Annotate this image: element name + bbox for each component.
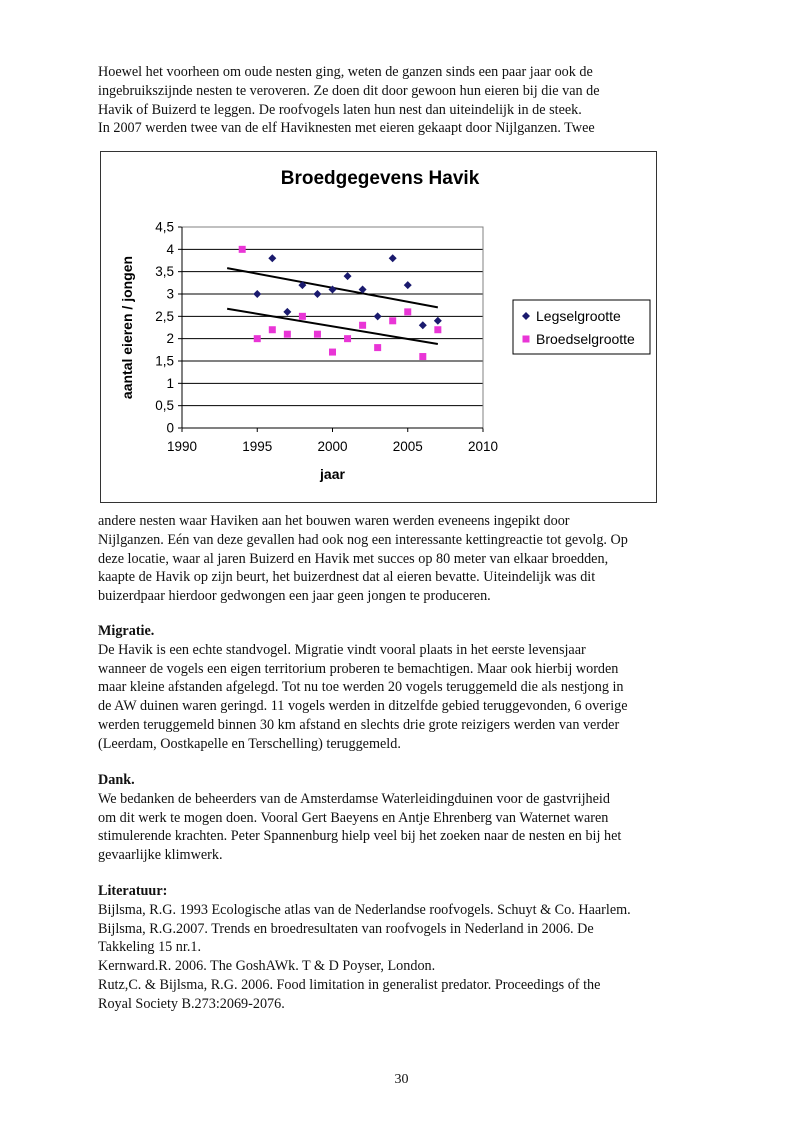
text-line: stimulerende krachten. Peter Spannenburg hielp veel bij het zoeken naar de nesten en bij het [98,828,622,845]
text-line: In 2007 werden twee van de elf Haviknesten met eieren gekaapt door Nijlganzen. Twee [98,120,595,137]
data-point-broedselgrootte [299,313,306,320]
chart-title: Broedgegevens Havik [280,168,480,189]
dank-section [98,771,718,865]
text-line: Nijlganzen. Eén van deze gevallen had ook nog een interessante kettingreactie tot gevolg. Op [98,531,628,548]
data-point-broedselgrootte [404,308,411,315]
data-point-broedselgrootte [239,246,246,253]
y-tick-label: 2,5 [155,308,174,324]
data-point-broedselgrootte [314,331,321,338]
scatter-chart [101,152,658,504]
data-point-broedselgrootte [374,344,381,351]
y-tick-label: 3 [166,286,174,302]
text-line: werden teruggemeld binnen 30 km afstand en slechts drie grote reizigers werden van verder [98,716,620,733]
after-chart-paragraph [98,512,718,606]
data-point-broedselgrootte [329,349,336,356]
text-line: deze locatie, waar al jaren Buizerd en Havik met succes op 80 meter van elkaar broedden, [98,550,609,567]
data-point-broedselgrootte [269,326,276,333]
page-number: 30 [394,1072,409,1087]
text-line: maar kleine afstanden afgelegd. Tot nu toe werden 20 vogels teruggemeld die als nestjong in [98,679,624,696]
data-point-broedselgrootte [284,331,291,338]
text-line: ingebruikszijnde nesten te veroveren. Ze doen dit door gewoon hun eieren bij die van de [98,82,600,99]
text-line: wanneer de vogels een eigen territorium proberen te bemachtigen. Maar ook hierbij worden [98,660,619,677]
literatuur-section [98,882,718,1014]
y-axis-label: aantal eieren / jongen [119,255,135,400]
text-line: We bedanken de beheerders van de Amsterdamse Waterleidingduinen voor de gastvrijheid [98,790,610,807]
text-line: Havik of Buizerd te leggen. De roofvogels laten hun nest dan uiteindelijk in de steek. [98,101,582,118]
x-tick-label: 1990 [166,439,198,454]
data-point-broedselgrootte [254,335,261,342]
x-axis-label: jaar [320,466,345,482]
reference-line: Bijlsma, R.G. 1993 Ecologische atlas van de Nederlandse roofvogels. Schuyt & Co. Haarlem. [98,901,631,918]
reference-line: Royal Society B.273:2069-2076. [98,995,285,1012]
y-tick-label: 2 [166,331,174,347]
legend-label: Legselgrootte [536,308,621,324]
text-line: Hoewel het voorheen om oude nesten ging, weten de ganzen sinds een paar jaar ook de [98,64,593,80]
x-tick-label: 2005 [392,439,423,454]
text-line: om dit werk te mogen doen. Vooral Gert Baeyens en Antje Ehrenberg van Waternet waren [98,809,609,826]
data-point-broedselgrootte [344,335,351,342]
reference-line: Rutz,C. & Bijlsma, R.G. 2006. Food limitation in generalist predator. Proceedings of the [98,976,601,993]
x-tick-label: 1995 [242,439,273,454]
x-tick-label: 2000 [317,439,348,454]
reference-line: Kernward.R. 2006. The GoshAWk. T & D Poyser, London. [98,958,436,975]
text-line: (Leerdam, Oostkapelle en Terschelling) teruggemeld. [98,735,401,752]
reference-line: Takkeling 15 nr.1. [98,939,202,956]
y-tick-label: 1 [166,375,174,391]
text-line: buizerdpaar hierdoor gedwongen een jaar geen jongen te produceren. [98,588,491,605]
chart-frame [100,151,657,503]
y-tick-label: 1,5 [155,353,174,369]
text-line: de AW duinen waren geringd. 11 vogels werden in ditzelfde gebied teruggevonden, 6 overige [98,698,628,715]
y-tick-label: 0,5 [155,398,174,414]
migratie-text [98,641,718,754]
legend-label: Broedselgrootte [536,331,635,347]
text-line: De Havik is een echte standvogel. Migratie vindt vooral plaats in het eerste levensjaar [98,641,586,658]
data-point-broedselgrootte [419,353,426,360]
text-line: kaapte de Havik op zijn beurt, het buizerdnest dat al eieren bevatte. Uiteindelijk was dit [98,569,596,586]
y-tick-label: 4 [166,241,174,257]
text-line: gevaarlijke klimwerk. [98,847,223,864]
data-point-broedselgrootte [359,322,366,329]
dank-heading: Dank. [98,772,135,788]
y-tick-label: 3,5 [155,264,174,280]
data-point-broedselgrootte [389,317,396,324]
y-tick-label: 4,5 [155,219,174,235]
reference-line: Bijlsma, R.G.2007. Trends en broedresultaten van roofvogels in Nederland in 2006. De [98,920,594,937]
y-tick-label: 0 [166,420,174,436]
legend-marker-broedselgrootte [523,336,530,343]
literatuur-text [98,901,718,1014]
data-point-broedselgrootte [434,326,441,333]
migratie-heading: Migratie. [98,623,155,639]
literatuur-heading: Literatuur: [98,883,168,899]
text-line: andere nesten waar Haviken aan het bouwen waren werden eveneens ingepikt door [98,513,570,529]
dank-text [98,790,718,865]
migratie-section [98,622,718,754]
x-tick-label: 2010 [467,439,499,454]
intro-paragraph [98,63,718,138]
